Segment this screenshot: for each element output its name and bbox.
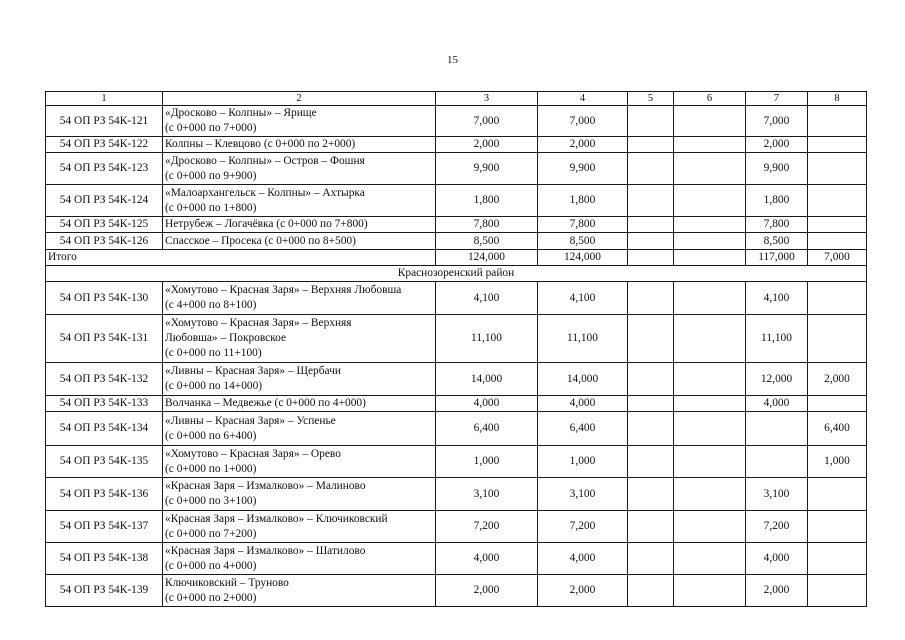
value-c8: [808, 478, 867, 511]
road-name: «Красная Заря – Измалково» – Малиново (с 0+000 по 3+100): [163, 478, 436, 511]
section-row: [46, 266, 867, 282]
value-c3: 8,500: [436, 233, 538, 250]
section-title: Краснозоренский район: [46, 266, 867, 282]
road-name: Колпны – Клевцово (с 0+000 по 2+000): [163, 137, 436, 153]
value-c3: 9,900: [436, 153, 538, 185]
value-c8: [808, 282, 867, 315]
table-row: [46, 543, 867, 575]
value-c4: 4,100: [538, 282, 628, 315]
table-row: [46, 233, 867, 250]
value-c3: 1,800: [436, 185, 538, 217]
roads-table: [45, 91, 867, 607]
value-c7: 2,000: [746, 575, 808, 607]
value-c4: 1,800: [538, 185, 628, 217]
total-label: Итого: [46, 250, 436, 266]
road-name: Ключиковский – Труново (с 0+000 по 2+000): [163, 575, 436, 607]
road-code: 54 ОП РЗ 54К-133: [46, 396, 163, 412]
road-code: 54 ОП РЗ 54К-122: [46, 137, 163, 153]
table-row: [46, 412, 867, 446]
value-c7: [746, 412, 808, 446]
value-c5: [628, 363, 674, 396]
value-c6: [674, 137, 746, 153]
road-code: 54 ОП РЗ 54К-123: [46, 153, 163, 185]
value-c6: [674, 363, 746, 396]
total-row: [46, 250, 867, 266]
road-code: 54 ОП РЗ 54К-130: [46, 282, 163, 315]
value-c7: 8,500: [746, 233, 808, 250]
road-name: «Красная Заря – Измалково» – Ключиковский (с 0+000 по 7+200): [163, 511, 436, 543]
value-c8: [808, 153, 867, 185]
value-c8: [808, 137, 867, 153]
road-code: 54 ОП РЗ 54К-138: [46, 543, 163, 575]
table-row: [46, 106, 867, 137]
value-c6: [674, 106, 746, 137]
value-c4: 2,000: [538, 575, 628, 607]
value-c4: 7,000: [538, 106, 628, 137]
road-code: 54 ОП РЗ 54К-132: [46, 363, 163, 396]
column-header-7: 7: [746, 92, 808, 106]
value-c3: 6,400: [436, 412, 538, 446]
value-c6: [674, 233, 746, 250]
value-c7: 7,200: [746, 511, 808, 543]
table-row: [46, 137, 867, 153]
table-row: [46, 217, 867, 233]
value-c3: 1,000: [436, 446, 538, 478]
road-code: 54 ОП РЗ 54К-131: [46, 315, 163, 363]
page-number: 15: [447, 54, 458, 66]
road-code: 54 ОП РЗ 54К-136: [46, 478, 163, 511]
value-c6: [674, 315, 746, 363]
value-c4: 6,400: [538, 412, 628, 446]
road-name: «Ливны – Красная Заря» – Щербачи (с 0+000 по 14+000): [163, 363, 436, 396]
table-row: [46, 478, 867, 511]
value-c5: [628, 106, 674, 137]
value-c5: [628, 153, 674, 185]
value-c4: 1,000: [538, 446, 628, 478]
value-c6: [674, 185, 746, 217]
value-c4: 8,500: [538, 233, 628, 250]
value-c6: [674, 153, 746, 185]
column-header-8: 8: [808, 92, 867, 106]
value-c6: [674, 446, 746, 478]
value-c5: [628, 137, 674, 153]
value-c4: 11,100: [538, 315, 628, 363]
road-name: Спасское – Просека (с 0+000 по 8+500): [163, 233, 436, 250]
value-c5: [628, 315, 674, 363]
value-c7: 1,800: [746, 185, 808, 217]
table-row: [46, 153, 867, 185]
value-c6: [674, 543, 746, 575]
value-c8: [808, 511, 867, 543]
road-name: «Хомутово – Красная Заря» – Орево (с 0+000 по 1+000): [163, 446, 436, 478]
value-c8: [808, 185, 867, 217]
road-name: «Хомутово – Красная Заря» – Верхняя Любовша (с 4+000 по 8+100): [163, 282, 436, 315]
road-code: 54 ОП РЗ 54К-126: [46, 233, 163, 250]
value-c4: 2,000: [538, 137, 628, 153]
road-code: 54 ОП РЗ 54К-137: [46, 511, 163, 543]
value-c7: 4,100: [746, 282, 808, 315]
value-c7: 2,000: [746, 137, 808, 153]
road-code: 54 ОП РЗ 54К-134: [46, 412, 163, 446]
value-c5: [628, 478, 674, 511]
road-code: 54 ОП РЗ 54К-135: [46, 446, 163, 478]
value-c8: 1,000: [808, 446, 867, 478]
value-c3: 2,000: [436, 137, 538, 153]
road-code: 54 ОП РЗ 54К-125: [46, 217, 163, 233]
value-c4: 14,000: [538, 363, 628, 396]
road-name: «Дросково – Колпны» – Остров – Фошня (с 0+000 по 9+900): [163, 153, 436, 185]
value-c3: 4,000: [436, 396, 538, 412]
value-c3: 2,000: [436, 575, 538, 607]
table-row: [46, 446, 867, 478]
table-row: [46, 396, 867, 412]
value-c3: 7,200: [436, 511, 538, 543]
value-c5: [628, 396, 674, 412]
value-c3: 7,800: [436, 217, 538, 233]
road-name: «Малоархангельск – Колпны» – Ахтырка (с 0+000 по 1+800): [163, 185, 436, 217]
value-c3: 4,100: [436, 282, 538, 315]
value-c7: 9,900: [746, 153, 808, 185]
total-c5: [628, 250, 674, 266]
road-code: 54 ОП РЗ 54К-139: [46, 575, 163, 607]
value-c6: [674, 478, 746, 511]
value-c4: 7,800: [538, 217, 628, 233]
table-row: [46, 511, 867, 543]
value-c6: [674, 511, 746, 543]
table-row: [46, 575, 867, 607]
road-name: «Хомутово – Красная Заря» – Верхняя Любовша» – Покровское (с 0+000 по 11+100): [163, 315, 436, 363]
value-c3: 4,000: [436, 543, 538, 575]
value-c4: 4,000: [538, 543, 628, 575]
road-name: «Дросково – Колпны» – Ярище (с 0+000 по 7+000): [163, 106, 436, 137]
table-row: [46, 315, 867, 363]
value-c3: 14,000: [436, 363, 538, 396]
value-c8: [808, 543, 867, 575]
column-header-2: 2: [163, 92, 436, 106]
value-c5: [628, 446, 674, 478]
value-c5: [628, 543, 674, 575]
road-name: «Красная Заря – Измалково» – Шатилово (с 0+000 по 4+000): [163, 543, 436, 575]
road-code: 54 ОП РЗ 54К-124: [46, 185, 163, 217]
value-c3: 3,100: [436, 478, 538, 511]
value-c8: [808, 233, 867, 250]
road-name: «Ливны – Красная Заря» – Успенье (с 0+000 по 6+400): [163, 412, 436, 446]
value-c4: 7,200: [538, 511, 628, 543]
value-c3: 7,000: [436, 106, 538, 137]
value-c7: [746, 446, 808, 478]
value-c5: [628, 233, 674, 250]
total-c4: 124,000: [538, 250, 628, 266]
column-header-4: 4: [538, 92, 628, 106]
value-c8: [808, 106, 867, 137]
table-row: [46, 282, 867, 315]
total-c6: [674, 250, 746, 266]
value-c6: [674, 217, 746, 233]
value-c7: 12,000: [746, 363, 808, 396]
value-c8: [808, 575, 867, 607]
value-c6: [674, 396, 746, 412]
value-c6: [674, 575, 746, 607]
value-c5: [628, 575, 674, 607]
column-header-5: 5: [628, 92, 674, 106]
total-c8: 7,000: [808, 250, 867, 266]
road-name: Волчанка – Медвежье (с 0+000 по 4+000): [163, 396, 436, 412]
value-c5: [628, 511, 674, 543]
value-c7: 7,800: [746, 217, 808, 233]
table-row: [46, 363, 867, 396]
value-c7: 3,100: [746, 478, 808, 511]
column-header-1: 1: [46, 92, 163, 106]
total-c3: 124,000: [436, 250, 538, 266]
total-c7: 117,000: [746, 250, 808, 266]
value-c5: [628, 217, 674, 233]
value-c8: [808, 396, 867, 412]
road-name: Нетрубеж – Логачёвка (с 0+000 по 7+800): [163, 217, 436, 233]
column-header-3: 3: [436, 92, 538, 106]
value-c5: [628, 185, 674, 217]
value-c4: 4,000: [538, 396, 628, 412]
value-c8: 6,400: [808, 412, 867, 446]
value-c8: 2,000: [808, 363, 867, 396]
value-c3: 11,100: [436, 315, 538, 363]
value-c7: 7,000: [746, 106, 808, 137]
value-c7: 4,000: [746, 396, 808, 412]
value-c7: 11,100: [746, 315, 808, 363]
road-code: 54 ОП РЗ 54К-121: [46, 106, 163, 137]
column-header-row: [46, 92, 867, 106]
value-c6: [674, 412, 746, 446]
value-c5: [628, 412, 674, 446]
value-c8: [808, 315, 867, 363]
value-c4: 3,100: [538, 478, 628, 511]
table-row: [46, 185, 867, 217]
value-c8: [808, 217, 867, 233]
column-header-6: 6: [674, 92, 746, 106]
value-c6: [674, 282, 746, 315]
value-c4: 9,900: [538, 153, 628, 185]
value-c5: [628, 282, 674, 315]
value-c7: 4,000: [746, 543, 808, 575]
